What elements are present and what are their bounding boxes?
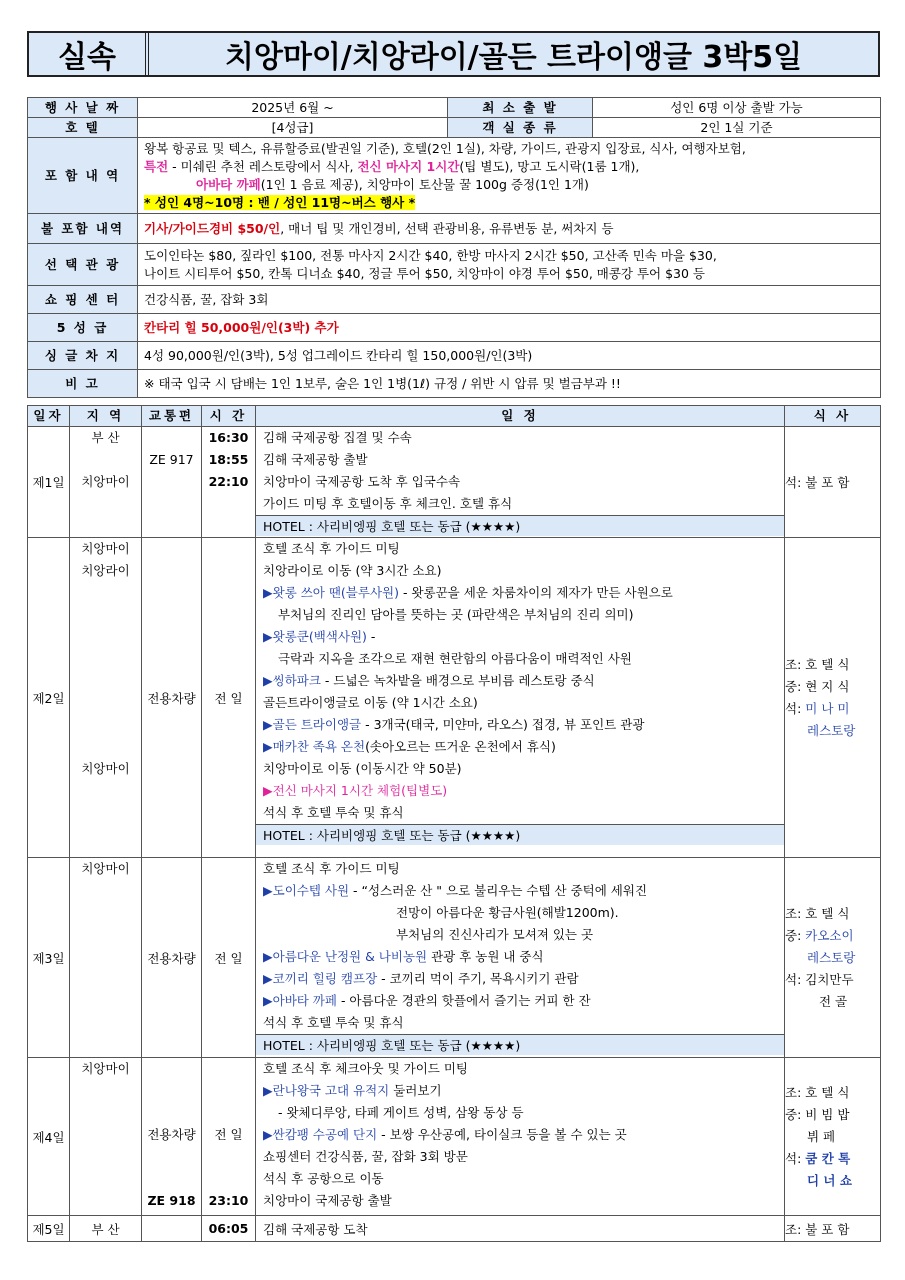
time-item: 23:10	[208, 1193, 249, 1208]
day-time: 전 일	[202, 538, 256, 858]
region-item: 치앙마이	[81, 761, 130, 776]
day-time	[202, 1058, 256, 1216]
flight-number: ZE 918	[147, 1193, 196, 1208]
included-label: 포 함 내 역	[28, 138, 138, 214]
meal-item: 석: 쿰 칸 톡	[785, 1150, 851, 1166]
title-badge: 실속	[29, 33, 149, 75]
schedule-line: ▶왓롱쿤(백색사원) -	[263, 629, 376, 644]
day-schedule: 김해 국제공항 도착	[256, 1216, 785, 1242]
day-row	[28, 1058, 881, 1216]
region-item: 치앙라이	[81, 563, 130, 578]
date-label: 행 사 날 짜	[28, 98, 138, 118]
schedule-line: 김해 국제공항 출발	[263, 452, 368, 467]
excluded-label: 불 포함 내역	[28, 214, 138, 244]
hotel-line: HOTEL : 사리비엥핑 호텔 또는 동급 (★★★★)	[256, 515, 784, 536]
region-item: 치앙마이	[81, 474, 130, 489]
schedule-line: 석식 후 공항으로 이동	[263, 1171, 384, 1186]
time-item: 22:10	[208, 474, 249, 489]
schedule-line: 석식 후 호텔 투숙 및 휴식	[263, 1015, 404, 1030]
meal-item: 중: 카오소이	[785, 927, 854, 943]
min-departure-label: 최 소 출 발	[448, 98, 593, 118]
schedule-line: 호텔 조식 후 가이드 미팅	[263, 861, 400, 876]
schedule-line: 호텔 조식 후 가이드 미팅	[263, 541, 400, 556]
schedule-line: ▶왓롱 쓰아 땐(블루사원) - 왓롱꾼을 세운 차룸차이의 제자가 만든 사원으로	[263, 585, 673, 600]
schedule-line: 치앙마이 국제공항 출발	[263, 1193, 392, 1208]
day-meal	[785, 1058, 881, 1216]
optional-line: 도이인타논 $80, 짚라인 $100, 전통 마사지 2시간 $40, 한방 마사지 2시간 $50, 고산족 민속 마을 $30,	[144, 247, 717, 263]
day-region	[70, 427, 142, 538]
day-region	[70, 538, 142, 858]
header-day: 일자	[28, 406, 70, 427]
single-charge-value: 4성 90,000원/인(3박), 5성 업그레이드 칸타리 힐 150,000원/인(3박)	[138, 342, 881, 370]
info-table	[27, 97, 881, 398]
day-transport	[142, 1058, 202, 1216]
day-label: 제2일	[28, 538, 70, 858]
schedule-line: ▶도이수텝 사원 - “성스러운 산 " 으로 불리우는 수텝 산 중턱에 세워진	[263, 883, 648, 898]
meal-item: 디 너 쇼	[807, 1172, 852, 1188]
time-item: 18:55	[208, 452, 249, 467]
shopping-label: 쇼 핑 센 터	[28, 286, 138, 314]
day-row	[28, 858, 881, 1058]
header-meal: 식 사	[785, 406, 881, 427]
meal-item: 조: 호 텔 식	[785, 905, 850, 921]
flight-number: ZE 917	[149, 452, 194, 467]
schedule-line: ▶전신 마사지 1시간 체험(팁별도)	[263, 783, 448, 798]
day-meal	[785, 538, 881, 858]
schedule-line: 부처님의 진신사리가 모셔져 있는 곳	[396, 927, 594, 942]
meal-item: 레스토랑	[807, 949, 856, 965]
schedule-line: ▶아름다운 난정원 & 나비농원 관광 후 농원 내 중식	[263, 949, 544, 964]
day-time	[202, 427, 256, 538]
optional-tours-label: 선 택 관 광	[28, 244, 138, 286]
day-label: 제5일	[28, 1216, 70, 1242]
meal-item: 중: 비 빔 밥	[785, 1106, 850, 1122]
time-item: 16:30	[208, 430, 249, 445]
day-label: 제1일	[28, 427, 70, 538]
day-meal	[785, 858, 881, 1058]
included-line: 왕복 항공료 및 텍스, 유류할증료(발권일 기준), 호텔(2인 1실), 차량, 가이드, 관광지 입장료, 식사, 여행자보험,	[144, 140, 746, 156]
included-line: * 성인 4명~10명 : 밴 / 성인 11명~버스 행사 *	[144, 194, 416, 210]
header-time: 시 간	[202, 406, 256, 427]
day-transport: 전용차량	[142, 538, 202, 858]
region-item: 치앙마이	[81, 861, 130, 876]
schedule-line: ▶씽하파크 - 드넓은 녹차밭을 배경으로 부비름 레스토랑 중식	[263, 673, 595, 688]
min-departure-value: 성인 6명 이상 출발 가능	[593, 98, 881, 118]
schedule-line: 치앙마이로 이동 (이동시간 약 50분)	[263, 761, 462, 776]
region-item: 치앙마이	[81, 541, 130, 556]
day-schedule	[256, 1058, 785, 1216]
schedule-line: ▶코끼리 힐링 캠프장 - 코끼리 먹이 주기, 목욕시키기 관람	[263, 971, 579, 986]
day-meal: 조: 불 포 함	[785, 1216, 881, 1242]
shopping-value: 건강식품, 꿀, 잡화 3회	[138, 286, 881, 314]
note-value: ※ 태국 입국 시 담배는 1인 1보루, 술은 1인 1병(1ℓ) 규정 / 위반 시 압류 및 벌금부과 !!	[138, 370, 881, 398]
day-region	[70, 1058, 142, 1216]
hotel-label: 호 텔	[28, 118, 138, 138]
date-value: 2025년 6월 ~	[138, 98, 448, 118]
day-label: 제3일	[28, 858, 70, 1058]
day-label: 제4일	[28, 1058, 70, 1216]
meal-item: 중: 현 지 식	[785, 678, 850, 694]
hotel-line: HOTEL : 사리비엥핑 호텔 또는 동급 (★★★★)	[256, 1034, 784, 1055]
title-bar	[27, 31, 880, 77]
day-transport	[142, 427, 202, 538]
header-transport: 교통편	[142, 406, 202, 427]
day-meal: 석: 불 포 함	[785, 427, 881, 538]
schedule-line: 치앙라이로 이동 (약 3시간 소요)	[263, 563, 442, 578]
schedule-line: ▶아바타 까페 - 아름다운 경관의 핫플에서 즐기는 커피 한 잔	[263, 993, 591, 1008]
schedule-line: 쇼핑센터 건강식품, 꿀, 잡화 3회 방문	[263, 1149, 468, 1164]
hotel-value: [4성급]	[138, 118, 448, 138]
schedule-line: 극락과 지옥을 조각으로 재현 현란함의 아름다움이 매력적인 사원	[278, 651, 632, 666]
meal-item: 레스토랑	[807, 722, 856, 738]
day-region	[70, 858, 142, 1058]
schedule-line: 부처님의 진리인 담아를 뜻하는 곳 (파란색은 부처님의 진리 의미)	[278, 607, 634, 622]
day-row	[28, 427, 881, 538]
schedule-line: 전망이 아름다운 황금사원(해발1200m).	[396, 905, 619, 920]
day-schedule	[256, 538, 785, 858]
meal-item: 조: 호 텔 식	[785, 656, 850, 672]
schedule-line: 호텔 조식 후 체크아웃 및 가이드 미팅	[263, 1061, 468, 1076]
day-row	[28, 538, 881, 858]
schedule-line: 가이드 미팅 후 호텔이동 후 체크인. 호텔 휴식	[263, 496, 513, 511]
included-line: 아바타 까페(1인 1 음료 제공), 치앙마이 토산물 꿀 100g 증정(1인 1개)	[196, 176, 589, 192]
optional-line: 나이트 시티투어 $50, 칸톡 디너쇼 $40, 정글 투어 $50, 치앙마이 야경 투어 $50, 매콩강 투어 $30 등	[144, 265, 706, 281]
day-schedule	[256, 427, 785, 538]
schedule-line: 김해 국제공항 집결 및 수속	[263, 430, 412, 445]
transport-item: 전용차량	[147, 1127, 196, 1142]
hotel-line: HOTEL : 사리비엥핑 호텔 또는 동급 (★★★★)	[256, 824, 784, 845]
schedule-line: 골든트라이앵글로 이동 (약 1시간 소요)	[263, 695, 478, 710]
five-star-label: 5 성 급	[28, 314, 138, 342]
day-region: 부 산	[70, 1216, 142, 1242]
five-star-value: 칸타리 힐 50,000원/인(3박) 추가	[138, 314, 881, 342]
page-title: 치앙마이/치앙라이/골든 트라이앵글 3박5일	[224, 40, 803, 75]
schedule-line: ▶란나왕국 고대 유적지 둘러보기	[263, 1083, 442, 1098]
header-schedule: 일 정	[256, 406, 785, 427]
note-label: 비 고	[28, 370, 138, 398]
included-line: 특전 - 미쉐린 추천 레스토랑에서 식사, 전신 마사지 1시간(팁 별도), 망고 도시락(1룸 1개),	[144, 158, 640, 174]
day-transport	[142, 1216, 202, 1242]
region-item: 부 산	[91, 430, 120, 445]
meal-item: 석: 김치만두	[785, 971, 854, 987]
room-value: 2인 1실 기준	[593, 118, 881, 138]
schedule-line: ▶싼캄팽 수공예 단지 - 보쌍 우산공예, 타이실크 등을 볼 수 있는 곳	[263, 1127, 627, 1142]
room-label: 객 실 종 류	[448, 118, 593, 138]
day-time: 전 일	[202, 858, 256, 1058]
region-item: 치앙마이	[81, 1061, 130, 1076]
meal-item: 전 골	[819, 993, 848, 1009]
day-row	[28, 1216, 881, 1242]
included-value	[138, 138, 881, 214]
header-region: 지 역	[70, 406, 142, 427]
day-transport: 전용차량	[142, 858, 202, 1058]
meal-item: 조: 호 텔 식	[785, 1084, 850, 1100]
schedule-line: 석식 후 호텔 투숙 및 휴식	[263, 805, 404, 820]
schedule-line: - 왓체디루앙, 타페 게이트 성벽, 삼왕 동상 등	[278, 1105, 524, 1120]
excluded-value: 기사/가이드경비 $50/인, 매너 팁 및 개인경비, 선택 관광비용, 유류변동 분, 써차지 등	[138, 214, 881, 244]
optional-tours-value	[138, 244, 881, 286]
single-charge-label: 싱 글 차 지	[28, 342, 138, 370]
day-schedule	[256, 858, 785, 1058]
meal-item: 뷔 페	[807, 1128, 836, 1144]
itinerary-table	[27, 405, 881, 1242]
time-item: 전 일	[214, 1127, 243, 1142]
day-time: 06:05	[202, 1216, 256, 1242]
meal-item: 석: 미 나 미	[785, 700, 850, 716]
schedule-line: 치앙마이 국제공항 도착 후 입국수속	[263, 474, 461, 489]
schedule-line: ▶매카찬 족욕 온천(솟아오르는 뜨거운 온천에서 휴식)	[263, 739, 556, 754]
schedule-line: ▶골든 트라이앵글 - 3개국(태국, 미얀마, 라오스) 접경, 뷰 포인트 관광	[263, 717, 645, 732]
